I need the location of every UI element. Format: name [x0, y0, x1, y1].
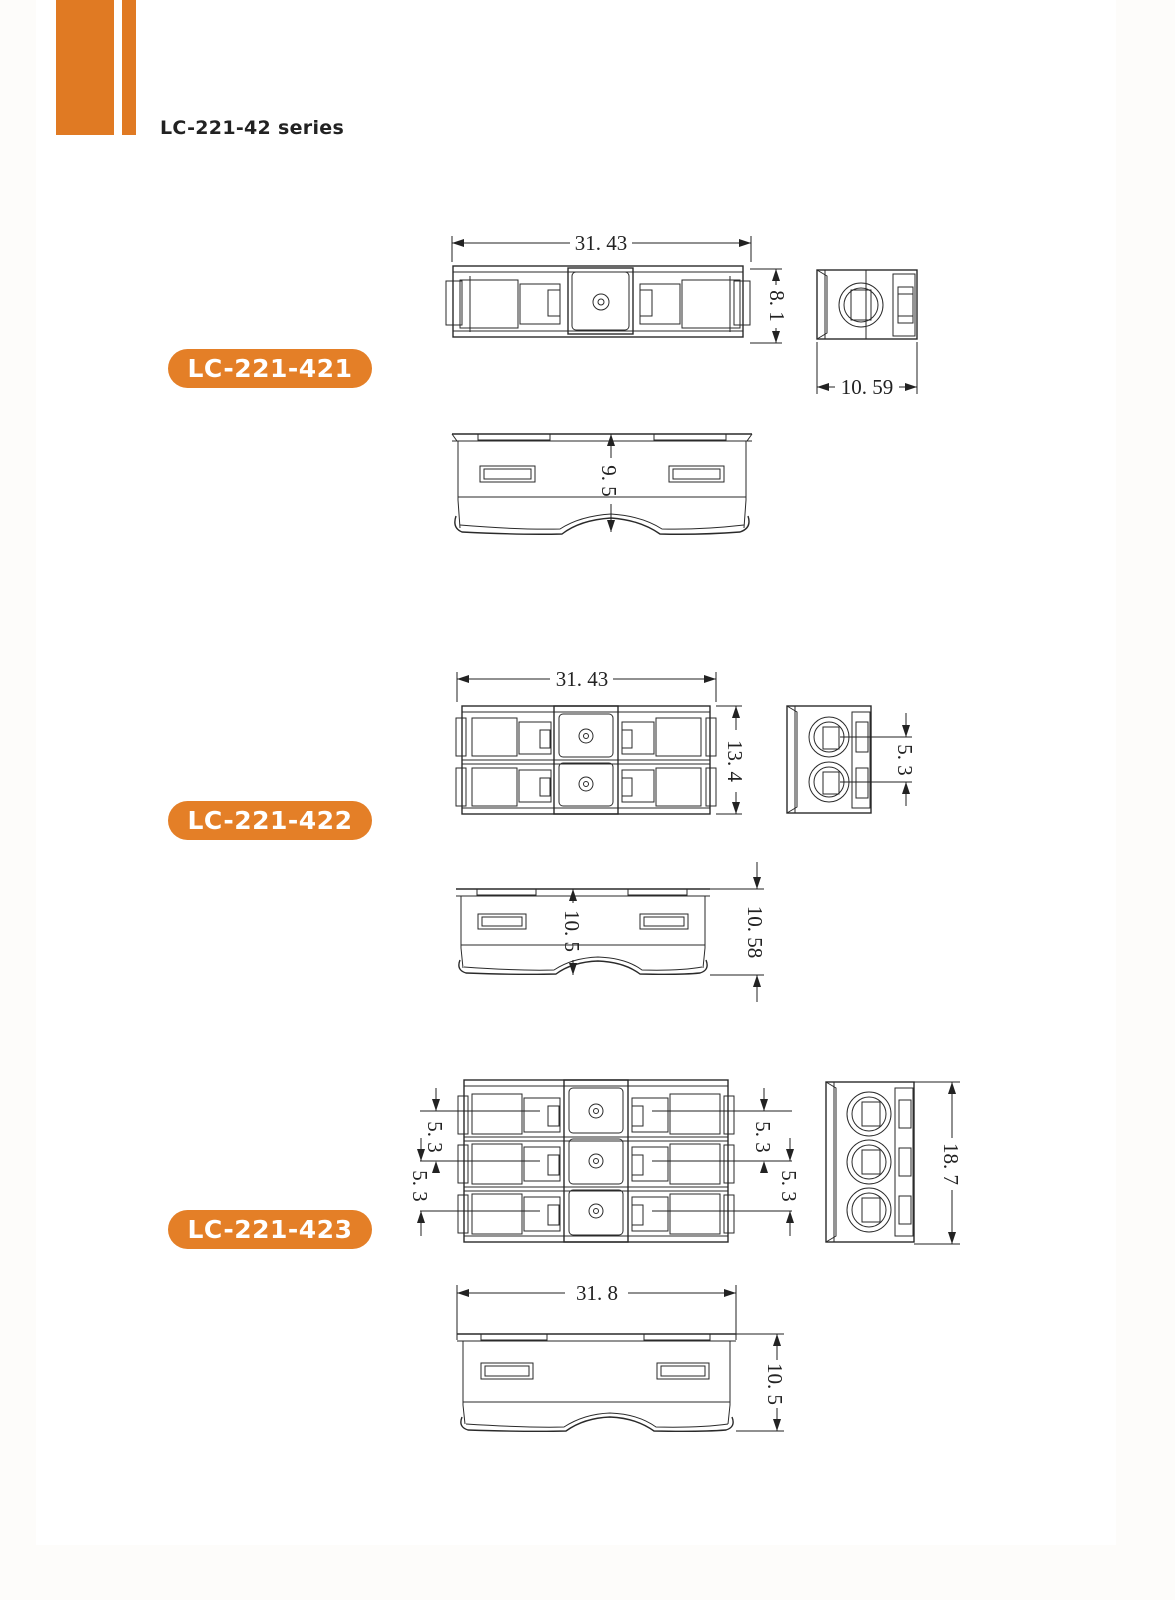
dim-label-length-423: 31. 8 — [576, 1281, 618, 1305]
dim-label-inner-422: 10. 5 — [560, 910, 584, 952]
side-view-421 — [817, 270, 917, 339]
side-view-423 — [826, 1082, 914, 1242]
dim-label-side-height-423: 18. 7 — [939, 1143, 963, 1185]
dim-label-front-height-421: 9. 5 — [597, 465, 621, 497]
front-view-423 — [457, 1334, 736, 1431]
dim-label-length-422: 31. 43 — [555, 667, 609, 691]
dim-label-pitch-right-1-423: 5. 3 — [751, 1121, 775, 1153]
dimension-pitch-right-423 — [652, 1088, 794, 1236]
dim-label-pitch-right-2-423: 5. 3 — [777, 1170, 801, 1202]
side-view-422 — [787, 706, 871, 813]
series-title: LC-221-42 series — [160, 117, 345, 139]
model-badge-422: LC-221-422 — [168, 801, 372, 840]
model-badge-421: LC-221-421 — [168, 349, 372, 388]
top-view-422 — [456, 706, 716, 814]
dim-label-outer-422: 10. 58 — [743, 905, 767, 959]
dim-label-pitch-left-1-423: 5. 3 — [423, 1121, 447, 1153]
dim-label-pitch-left-2-423: 5. 3 — [408, 1170, 432, 1202]
dim-label-width-421: 10. 59 — [840, 375, 894, 399]
model-badge-423: LC-221-423 — [168, 1210, 372, 1249]
dim-label-length-421: 31. 43 — [574, 231, 628, 255]
dim-label-height-421: 8. 1 — [765, 290, 789, 322]
dim-label-front-height-423: 10. 5 — [763, 1363, 787, 1405]
top-view-421 — [446, 266, 750, 337]
dim-label-height-422: 13. 4 — [723, 740, 747, 782]
dim-label-pitch-422: 5. 3 — [893, 744, 917, 776]
